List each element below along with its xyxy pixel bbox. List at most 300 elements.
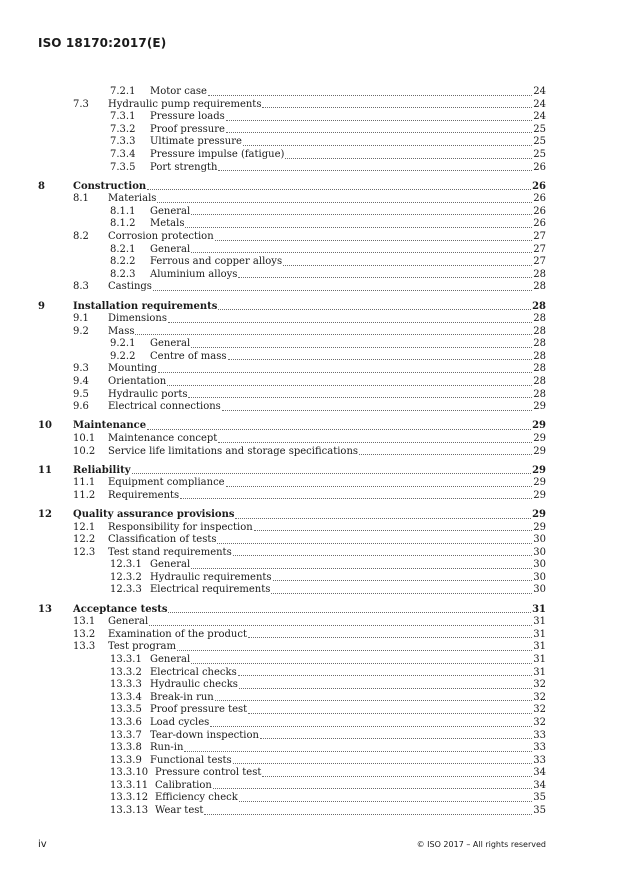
toc-entry[interactable] bbox=[0, 477, 620, 490]
toc-entry-line bbox=[108, 363, 546, 376]
toc-entry[interactable] bbox=[0, 281, 620, 294]
toc-entry-number: 7.3.3 bbox=[110, 136, 136, 148]
dot-leader bbox=[215, 239, 533, 241]
toc-entry-line bbox=[73, 181, 546, 194]
toc-entry-number: 8.1.2 bbox=[110, 218, 136, 230]
dot-leader bbox=[273, 579, 533, 581]
toc-entry-title: Pressure loads bbox=[150, 111, 225, 123]
toc-entry-number: 13.3.4 bbox=[110, 691, 142, 703]
toc-entry-line bbox=[150, 111, 546, 124]
toc-entry-number: 13.3.9 bbox=[110, 754, 142, 766]
toc-entry[interactable] bbox=[0, 338, 620, 351]
dot-leader bbox=[271, 592, 532, 594]
toc-entry[interactable] bbox=[0, 363, 620, 376]
toc-entry-line bbox=[150, 244, 546, 257]
toc-entry[interactable] bbox=[0, 667, 620, 680]
toc-entry-number: 13.3.11 bbox=[110, 779, 149, 791]
toc-entry-number: 12.3.1 bbox=[110, 559, 142, 571]
toc-entry-page: 31 bbox=[532, 603, 546, 615]
toc-entry-line bbox=[150, 572, 546, 585]
dot-leader bbox=[285, 157, 532, 159]
toc-entry[interactable] bbox=[0, 181, 620, 194]
toc-entry-number: 12 bbox=[38, 508, 52, 520]
toc-entry-number: 8.2.1 bbox=[110, 243, 136, 255]
copyright-notice: © ISO 2017 – All rights reserved bbox=[416, 840, 546, 849]
toc-entry-title: Motor case bbox=[150, 86, 207, 97]
toc-entry-page: 28 bbox=[533, 350, 546, 362]
toc-entry-title: Hydraulic checks bbox=[150, 679, 238, 691]
toc-entry[interactable] bbox=[0, 584, 620, 597]
toc-entry[interactable] bbox=[0, 193, 620, 206]
toc-entry-number: 8.1 bbox=[73, 193, 89, 205]
toc-entry-line bbox=[73, 420, 546, 433]
toc-entry-line bbox=[108, 433, 546, 446]
toc-entry-page: 25 bbox=[533, 123, 546, 135]
toc-entry-title: Port strength bbox=[150, 161, 218, 173]
toc-entry-title: Run-in bbox=[150, 742, 184, 754]
toc-entry-page: 30 bbox=[533, 584, 546, 596]
toc-entry[interactable] bbox=[0, 780, 620, 793]
toc-entry-line bbox=[150, 559, 546, 572]
toc-entry[interactable] bbox=[0, 301, 620, 314]
toc-entry-number: 13.3.6 bbox=[110, 716, 142, 728]
toc-entry-page: 28 bbox=[533, 363, 546, 375]
toc-entry-page: 29 bbox=[533, 489, 546, 501]
toc-entry-number: 7.3.4 bbox=[110, 148, 136, 160]
toc-entry-page: 29 bbox=[532, 420, 546, 432]
toc-entry-number: 13.3.7 bbox=[110, 729, 142, 741]
toc-entry-title: Materials bbox=[108, 193, 157, 205]
toc-entry-number: 7.3.5 bbox=[110, 161, 136, 173]
toc-entry-number: 9.6 bbox=[73, 401, 89, 413]
dot-leader bbox=[283, 264, 532, 266]
toc-entry-line bbox=[108, 313, 546, 326]
dot-leader bbox=[238, 674, 533, 676]
toc-entry-number: 13.3.13 bbox=[110, 805, 149, 817]
toc-entry-line bbox=[150, 654, 546, 667]
toc-entry-title: Efficiency check bbox=[155, 792, 238, 804]
toc-entry-page: 31 bbox=[533, 653, 546, 665]
toc-entry-line bbox=[150, 149, 546, 162]
toc-entry-title: Proof pressure bbox=[150, 123, 225, 135]
toc-entry-number: 13.3.1 bbox=[110, 653, 142, 665]
dot-leader bbox=[191, 213, 532, 215]
toc-entry-title: Ultimate pressure bbox=[150, 136, 242, 148]
toc-entry-number: 12.3.2 bbox=[110, 571, 142, 583]
toc-entry-page: 28 bbox=[532, 300, 546, 312]
toc-entry-page: 31 bbox=[533, 666, 546, 678]
toc-entry[interactable] bbox=[0, 547, 620, 560]
toc-entry[interactable] bbox=[0, 351, 620, 364]
toc-entry-line bbox=[150, 136, 546, 149]
toc-entry-number: 13.3.10 bbox=[110, 767, 149, 779]
toc-entry-title: Corrosion protection bbox=[108, 231, 214, 243]
dot-leader bbox=[222, 409, 532, 411]
toc-entry[interactable] bbox=[0, 559, 620, 572]
toc-entry-number: 7.3 bbox=[73, 98, 89, 110]
toc-entry-line bbox=[108, 401, 546, 414]
toc-entry-line bbox=[155, 780, 546, 793]
toc-entry-page: 33 bbox=[533, 729, 546, 741]
toc-entry[interactable] bbox=[0, 730, 620, 743]
toc-entry-line bbox=[108, 534, 546, 547]
toc-entry[interactable] bbox=[0, 149, 620, 162]
toc-entry-line bbox=[108, 629, 546, 642]
dot-leader bbox=[158, 371, 532, 373]
toc-entry[interactable] bbox=[0, 218, 620, 231]
toc-entry[interactable] bbox=[0, 420, 620, 433]
dot-leader bbox=[132, 472, 532, 474]
toc-entry[interactable] bbox=[0, 704, 620, 717]
dot-leader bbox=[228, 358, 533, 360]
toc-entry[interactable] bbox=[0, 572, 620, 585]
toc-entry-title: General bbox=[150, 559, 191, 571]
toc-entry-number: 13 bbox=[38, 603, 52, 615]
toc-entry-page: 26 bbox=[533, 161, 546, 173]
dot-leader bbox=[260, 737, 532, 739]
dot-leader bbox=[191, 662, 532, 664]
dot-leader bbox=[217, 542, 532, 544]
toc-entry-number: 11.2 bbox=[73, 489, 96, 501]
toc-entry-line bbox=[108, 389, 546, 402]
toc-entry-page: 25 bbox=[533, 148, 546, 160]
toc-entry[interactable] bbox=[0, 244, 620, 257]
toc-entry-number: 9 bbox=[38, 300, 45, 312]
toc-entry-page: 32 bbox=[533, 679, 546, 691]
toc-entry-number: 8.1.1 bbox=[110, 205, 136, 217]
toc-entry[interactable] bbox=[0, 389, 620, 402]
toc-entry-line bbox=[150, 717, 546, 730]
toc-entry-line bbox=[150, 338, 546, 351]
toc-entry[interactable] bbox=[0, 313, 620, 326]
toc-entry-page: 25 bbox=[533, 136, 546, 148]
toc-entry-number: 12.3.3 bbox=[110, 584, 142, 596]
toc-entry[interactable] bbox=[0, 654, 620, 667]
toc-entry-line bbox=[108, 376, 546, 389]
toc-entry[interactable] bbox=[0, 256, 620, 269]
toc-entry[interactable] bbox=[0, 604, 620, 617]
toc-entry-line bbox=[108, 446, 546, 459]
toc-entry-page: 32 bbox=[533, 716, 546, 728]
toc-entry-number: 7.3.2 bbox=[110, 123, 136, 135]
toc-entry-title: Aluminium alloys bbox=[150, 268, 238, 280]
toc-entry-page: 31 bbox=[533, 616, 546, 628]
toc-entry-line bbox=[150, 692, 546, 705]
dot-leader bbox=[235, 517, 531, 519]
toc-entry-title: Metals bbox=[150, 218, 185, 230]
toc-entry-title: Electrical connections bbox=[108, 401, 221, 413]
toc-entry-title: Test stand requirements bbox=[108, 546, 232, 558]
toc-entry-line bbox=[108, 99, 546, 112]
toc-entry[interactable] bbox=[0, 124, 620, 137]
toc-entry-number: 9.4 bbox=[73, 376, 89, 388]
toc-entry-line bbox=[150, 742, 546, 755]
toc-entry[interactable] bbox=[0, 231, 620, 244]
toc-entry[interactable] bbox=[0, 99, 620, 112]
toc-entry-number: 8.2 bbox=[73, 231, 89, 243]
toc-entry-page: 28 bbox=[533, 388, 546, 400]
toc-entry-page: 24 bbox=[533, 86, 546, 97]
toc-entry-page: 24 bbox=[533, 98, 546, 110]
dot-leader bbox=[204, 813, 532, 815]
toc-entry[interactable] bbox=[0, 692, 620, 705]
dot-leader bbox=[248, 712, 532, 714]
toc-entry-line bbox=[108, 641, 546, 654]
toc-entry-title: Electrical checks bbox=[150, 666, 237, 678]
dot-leader bbox=[167, 384, 532, 386]
toc-entry-line bbox=[150, 351, 546, 364]
dot-leader bbox=[213, 787, 532, 789]
toc-entry[interactable] bbox=[0, 136, 620, 149]
toc-entry-title: Maintenance concept bbox=[108, 432, 218, 444]
toc-entry-title: Examination of the product bbox=[108, 628, 247, 640]
toc-entry[interactable] bbox=[0, 641, 620, 654]
toc-entry-line bbox=[108, 547, 546, 560]
toc-entry-number: 8.2.2 bbox=[110, 256, 136, 268]
toc-entry-line bbox=[150, 162, 546, 175]
toc-entry-number: 8.3 bbox=[73, 281, 89, 293]
toc-entry-number: 11 bbox=[38, 464, 52, 476]
toc-entry-title: Acceptance tests bbox=[73, 603, 168, 615]
toc-entry[interactable] bbox=[0, 465, 620, 478]
toc-entry-page: 29 bbox=[532, 508, 546, 520]
dot-leader bbox=[210, 725, 532, 727]
toc-entry-line bbox=[73, 509, 546, 522]
toc-entry-title: Proof pressure test bbox=[150, 704, 248, 716]
toc-entry-title: General bbox=[150, 205, 191, 217]
toc-entry-title: Hydraulic requirements bbox=[150, 571, 272, 583]
dot-leader bbox=[218, 308, 531, 310]
toc-entry-page: 31 bbox=[533, 641, 546, 653]
toc-entry-line bbox=[150, 86, 546, 99]
toc-entry-title: Dimensions bbox=[108, 313, 167, 325]
toc-entry[interactable] bbox=[0, 755, 620, 768]
dot-leader bbox=[262, 106, 532, 108]
toc-entry-title: Wear test bbox=[155, 805, 204, 817]
toc-entry-title: Classification of tests bbox=[108, 534, 217, 546]
toc-entry[interactable] bbox=[0, 206, 620, 219]
dot-leader bbox=[226, 485, 533, 487]
dot-leader bbox=[188, 396, 532, 398]
toc-entry-line bbox=[108, 193, 546, 206]
toc-entry-title: Maintenance bbox=[73, 420, 147, 432]
toc-entry-line bbox=[108, 477, 546, 490]
toc-entry-number: 11.1 bbox=[73, 477, 96, 489]
toc-entry-number: 9.5 bbox=[73, 388, 89, 400]
toc-entry-title: Electrical requirements bbox=[150, 584, 271, 596]
dot-leader bbox=[262, 775, 532, 777]
toc-entry-number: 7.3.1 bbox=[110, 111, 136, 123]
toc-entry-line bbox=[155, 792, 546, 805]
toc-entry-page: 26 bbox=[532, 180, 546, 192]
toc-entry[interactable] bbox=[0, 401, 620, 414]
toc-entry-number: 9.2.1 bbox=[110, 338, 136, 350]
toc-entry-number: 8 bbox=[38, 180, 45, 192]
dot-leader bbox=[153, 289, 532, 291]
toc-entry-title: Castings bbox=[108, 281, 152, 293]
toc-entry[interactable] bbox=[0, 805, 620, 818]
dot-leader bbox=[185, 226, 532, 228]
toc-entry-page: 35 bbox=[533, 792, 546, 804]
toc-entry-title: Break-in run bbox=[150, 691, 214, 703]
dot-leader bbox=[149, 624, 532, 626]
toc-entry-line bbox=[73, 301, 546, 314]
toc-entry[interactable] bbox=[0, 162, 620, 175]
toc-entry-title: Pressure control test bbox=[155, 767, 262, 779]
toc-entry-page: 32 bbox=[533, 704, 546, 716]
toc-entry-line bbox=[150, 679, 546, 692]
toc-entry-page: 28 bbox=[533, 281, 546, 293]
dot-leader bbox=[226, 119, 533, 121]
toc-entry-page: 29 bbox=[533, 521, 546, 533]
toc-entry-number: 10 bbox=[38, 420, 52, 432]
toc-entry-number: 12.3 bbox=[73, 546, 96, 558]
dot-leader bbox=[208, 94, 532, 96]
dot-leader bbox=[147, 188, 531, 190]
dot-leader bbox=[233, 762, 533, 764]
toc-entry-title: Mounting bbox=[108, 363, 158, 375]
dot-leader bbox=[226, 131, 532, 133]
dot-leader bbox=[191, 346, 532, 348]
toc-entry-page: 28 bbox=[533, 338, 546, 350]
toc-entry-number: 13.1 bbox=[73, 616, 96, 628]
toc-entry-line bbox=[108, 281, 546, 294]
toc-entry-title: Service life limitations and storage specifications bbox=[108, 445, 359, 457]
dot-leader bbox=[218, 169, 532, 171]
toc-entry-title: General bbox=[150, 243, 191, 255]
toc-entry-page: 28 bbox=[533, 313, 546, 325]
toc-entry[interactable] bbox=[0, 522, 620, 535]
toc-entry-page: 24 bbox=[533, 111, 546, 123]
toc-entry[interactable] bbox=[0, 534, 620, 547]
toc-entry-number: 13.3.8 bbox=[110, 742, 142, 754]
toc-entry-page: 27 bbox=[533, 256, 546, 268]
toc-entry-number: 8.2.3 bbox=[110, 268, 136, 280]
toc-entry-title: Installation requirements bbox=[73, 300, 218, 312]
toc-entry-number: 9.1 bbox=[73, 313, 89, 325]
table-of-contents bbox=[0, 86, 620, 818]
toc-entry[interactable] bbox=[0, 86, 620, 99]
toc-entry-title: Ferrous and copper alloys bbox=[150, 256, 283, 268]
toc-entry-number: 10.2 bbox=[73, 445, 96, 457]
dot-leader bbox=[239, 687, 532, 689]
toc-entry[interactable] bbox=[0, 111, 620, 124]
toc-entry[interactable] bbox=[0, 717, 620, 730]
toc-entry-line bbox=[108, 231, 546, 244]
toc-entry-title: Reliability bbox=[73, 464, 131, 476]
toc-entry[interactable] bbox=[0, 629, 620, 642]
toc-entry-title: Orientation bbox=[108, 376, 167, 388]
toc-entry-title: Functional tests bbox=[150, 754, 232, 766]
toc-entry-title: Calibration bbox=[155, 779, 212, 791]
toc-entry-page: 26 bbox=[533, 218, 546, 230]
toc-entry-page: 29 bbox=[533, 432, 546, 444]
toc-entry-number: 9.2 bbox=[73, 325, 89, 337]
dot-leader bbox=[147, 428, 531, 430]
toc-entry-title: Hydraulic pump requirements bbox=[108, 98, 262, 110]
toc-entry-number: 13.3.12 bbox=[110, 792, 149, 804]
toc-entry-page: 29 bbox=[533, 401, 546, 413]
toc-entry-title: General bbox=[108, 616, 149, 628]
toc-entry[interactable] bbox=[0, 490, 620, 503]
toc-entry[interactable] bbox=[0, 433, 620, 446]
toc-entry-title: General bbox=[150, 338, 191, 350]
toc-entry-line bbox=[108, 616, 546, 629]
toc-entry-line bbox=[150, 218, 546, 231]
dot-leader bbox=[359, 453, 532, 455]
toc-entry-title: Construction bbox=[73, 180, 147, 192]
dot-leader bbox=[254, 529, 533, 531]
toc-entry[interactable] bbox=[0, 376, 620, 389]
toc-entry-title: Quality assurance provisions bbox=[73, 508, 235, 520]
toc-entry[interactable] bbox=[0, 742, 620, 755]
toc-entry-title: Load cycles bbox=[150, 716, 210, 728]
dot-leader bbox=[215, 699, 533, 701]
toc-entry-title: Centre of mass bbox=[150, 350, 227, 362]
toc-entry[interactable] bbox=[0, 792, 620, 805]
dot-leader bbox=[168, 321, 532, 323]
toc-entry-page: 33 bbox=[533, 742, 546, 754]
toc-entry-line bbox=[73, 604, 546, 617]
toc-entry-number: 7.2.1 bbox=[110, 86, 136, 97]
toc-entry[interactable] bbox=[0, 509, 620, 522]
dot-leader bbox=[191, 251, 532, 253]
dot-leader bbox=[243, 144, 532, 146]
document-id: ISO 18170:2017(E) bbox=[38, 36, 167, 50]
toc-entry-number: 13.3.3 bbox=[110, 679, 142, 691]
toc-entry[interactable] bbox=[0, 679, 620, 692]
toc-entry-line bbox=[150, 704, 546, 717]
toc-entry[interactable] bbox=[0, 326, 620, 339]
dot-leader bbox=[233, 554, 533, 556]
dot-leader bbox=[238, 276, 532, 278]
toc-entry-page: 29 bbox=[533, 445, 546, 457]
dot-leader bbox=[218, 441, 532, 443]
toc-entry-line bbox=[155, 767, 546, 780]
toc-entry[interactable] bbox=[0, 767, 620, 780]
toc-entry-number: 9.3 bbox=[73, 363, 89, 375]
toc-entry[interactable] bbox=[0, 269, 620, 282]
toc-entry-number: 10.1 bbox=[73, 432, 96, 444]
toc-entry-line bbox=[150, 269, 546, 282]
toc-entry-page: 30 bbox=[533, 559, 546, 571]
toc-entry-page: 31 bbox=[533, 628, 546, 640]
dot-leader bbox=[184, 750, 532, 752]
toc-entry-title: Responsibility for inspection bbox=[108, 521, 253, 533]
toc-entry-page: 29 bbox=[533, 477, 546, 489]
toc-entry-line bbox=[150, 256, 546, 269]
toc-entry-page: 27 bbox=[533, 243, 546, 255]
toc-entry-page: 34 bbox=[533, 767, 546, 779]
toc-entry[interactable] bbox=[0, 446, 620, 459]
toc-entry-number: 13.3.5 bbox=[110, 704, 142, 716]
page-number: iv bbox=[38, 839, 47, 850]
toc-entry-page: 28 bbox=[533, 325, 546, 337]
toc-entry-line bbox=[108, 522, 546, 535]
toc-entry-page: 35 bbox=[533, 805, 546, 817]
dot-leader bbox=[177, 649, 532, 651]
toc-entry-title: Test program bbox=[108, 641, 176, 653]
toc-entry-title: Equipment compliance bbox=[108, 477, 225, 489]
toc-entry[interactable] bbox=[0, 616, 620, 629]
dot-leader bbox=[191, 567, 532, 569]
toc-entry-page: 27 bbox=[533, 231, 546, 243]
dot-leader bbox=[248, 636, 532, 638]
toc-entry-page: 34 bbox=[533, 779, 546, 791]
dot-leader bbox=[168, 611, 531, 613]
toc-entry-title: General bbox=[150, 653, 191, 665]
toc-entry-title: Pressure impulse (fatigue) bbox=[150, 148, 285, 160]
